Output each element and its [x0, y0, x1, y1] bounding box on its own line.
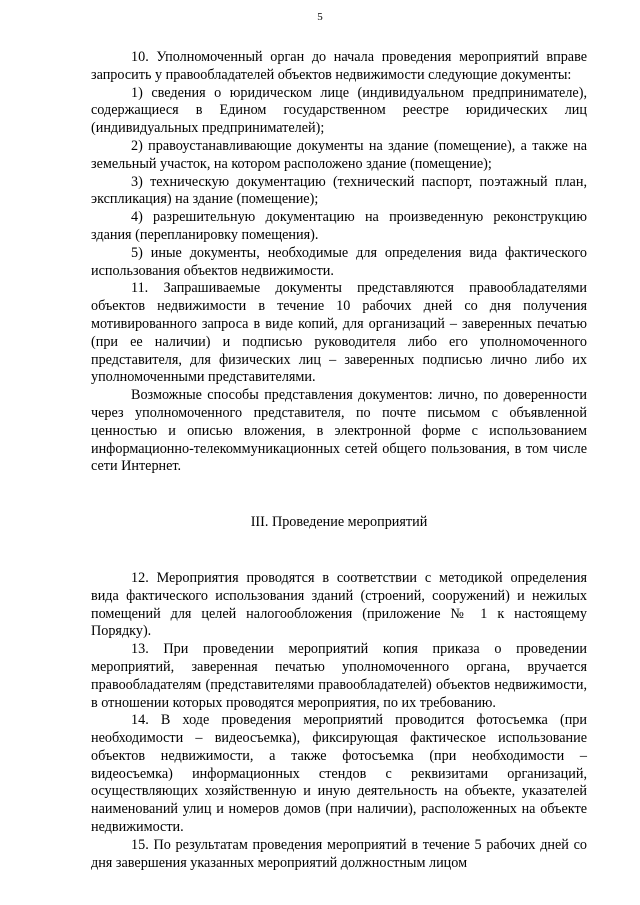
paragraph-12: 12. Мероприятия проводятся в соответствии с методикой определения вида фактического использования зданий (строений, сооружений) и нежилых помещений для целей налогообложения (приложение № 1 к настоящему Порядку).: [91, 569, 587, 640]
paragraph-submission-methods: Возможные способы представления документов: лично, по доверенности через уполномоченного представителя, по почте письмом с объявленной ценностью и описью вложения, в электронной форме с использованием информационно-телекоммуникационных сетей общего пользования, в том числе сети Интернет.: [91, 387, 587, 475]
list-item-3: 3) техническую документацию (технический паспорт, поэтажный план, экспликация) на здание (помещение);: [91, 173, 587, 208]
list-item-1: 1) сведения о юридическом лице (индивидуальном предпринимателе), содержащиеся в Едином государственном реестре юридических лиц (индивидуальных предпринимателей);: [91, 84, 587, 137]
paragraph-15: 15. По результатам проведения мероприятий в течение 5 рабочих дней со дня завершения указанных мероприятий должностным лицом: [91, 836, 587, 871]
section-title: III. Проведение мероприятий: [250, 514, 428, 531]
list-item-2: 2) правоустанавливающие документы на здание (помещение), а также на земельный участок, на котором расположено здание (помещение);: [91, 137, 587, 172]
document-body: [91, 49, 587, 872]
list-item-4: 4) разрешительную документацию на произведенную реконструкцию здания (перепланировку помещения).: [91, 209, 587, 243]
page-number: 5: [317, 11, 323, 23]
paragraph-14: 14. В ходе проведения мероприятий проводится фотосъемка (при необходимости – видеосъемка), фиксирующая фактическое использование объектов недвижимости, а также фотосъемка (при необходимости – видеосъемка) информационных стендов с реквизитами организаций, осуществляющих хозяйственную и иную деятельность на объекте, указателей наименований улиц и номеров домов (при наличии), расположенных на объекте недвижимости.: [91, 712, 587, 836]
paragraph-11: 11. Запрашиваемые документы представляются правообладателями объектов недвижимости в течение 10 рабочих дней со дня получения мотивированного запроса в виде копий, для организаций – заверенных печатью (при ее наличии) и подписью руководителя либо его уполномоченного представителя, для физических лиц – заверенных подписью лично либо их уполномоченными представителями.: [91, 280, 587, 386]
list-item-5: 5) иные документы, необходимые для определения вида фактического использования объектов недвижимости.: [91, 244, 587, 279]
paragraph-10: 10. Уполномоченный орган до начала проведения мероприятий вправе запросить у правообладателей объектов недвижимости следующие документы:: [91, 49, 587, 83]
paragraph-13: 13. При проведении мероприятий копия приказа о проведении мероприятий, заверенная печатью уполномоченного органа, вручается правообладателям (представителями правообладателей) объектов недвижимости, в отношении которых проводятся мероприятия, по их требованию.: [91, 641, 587, 711]
